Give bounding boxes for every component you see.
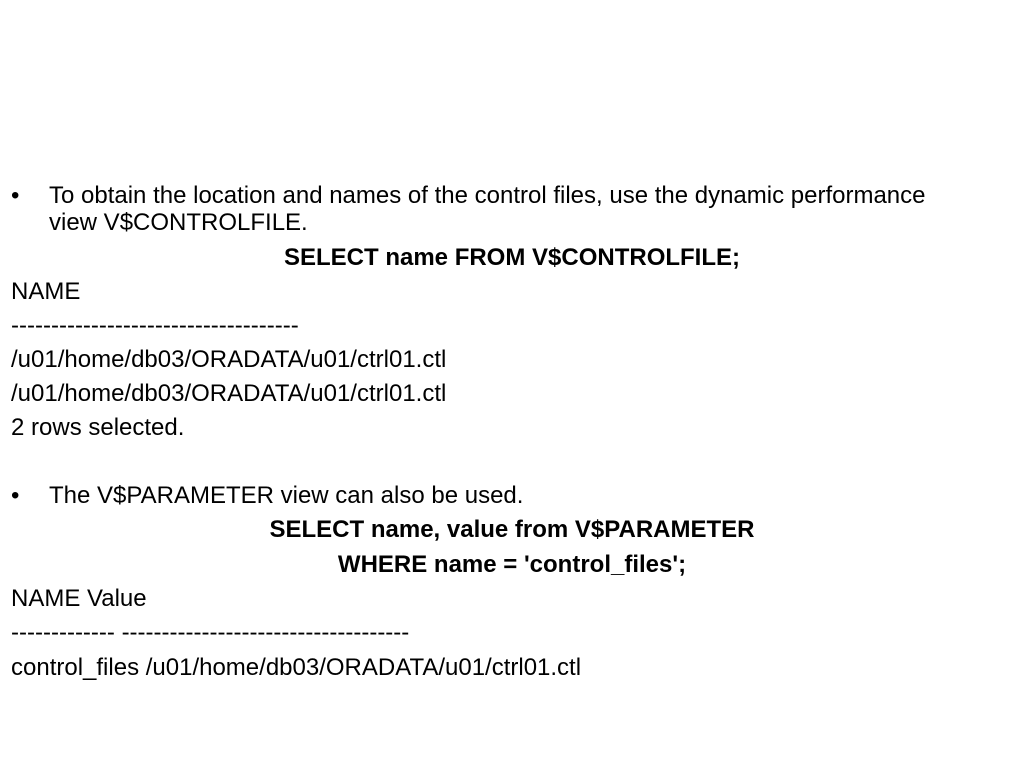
result-row: /u01/home/db03/ORADATA/u01/ctrl01.ctl xyxy=(11,380,447,407)
bullet-marker-2 xyxy=(11,482,49,509)
result-row: control_files /u01/home/db03/ORADATA/u01/ctrl01.ctl xyxy=(11,654,582,681)
result-header: NAME xyxy=(11,278,81,305)
bullet-text-parameter: The V$PARAMETER view can also be used. xyxy=(49,482,524,509)
query-parameter-line-2: WHERE name = 'control_files'; xyxy=(337,551,687,578)
bullet-glyph: • xyxy=(11,182,20,209)
result-separator: ------------------------------------ xyxy=(11,312,299,339)
query-controlfile: SELECT name FROM V$CONTROLFILE; xyxy=(283,244,741,271)
query-parameter-line-1: SELECT name, value from V$PARAMETER xyxy=(269,516,755,543)
result-header: NAME Value xyxy=(11,585,147,612)
bullet-glyph: • xyxy=(11,482,20,509)
result-row: /u01/home/db03/ORADATA/u01/ctrl01.ctl xyxy=(11,346,447,373)
bullet-text-controlfile: To obtain the location and names of the control files, use the dynamic performance view V$CONTROLFILE. xyxy=(49,182,926,236)
result-separator: ------------- ------------------------------------ xyxy=(11,619,410,646)
bullet-marker-1 xyxy=(11,182,49,209)
result-row-count: 2 rows selected. xyxy=(11,414,185,441)
